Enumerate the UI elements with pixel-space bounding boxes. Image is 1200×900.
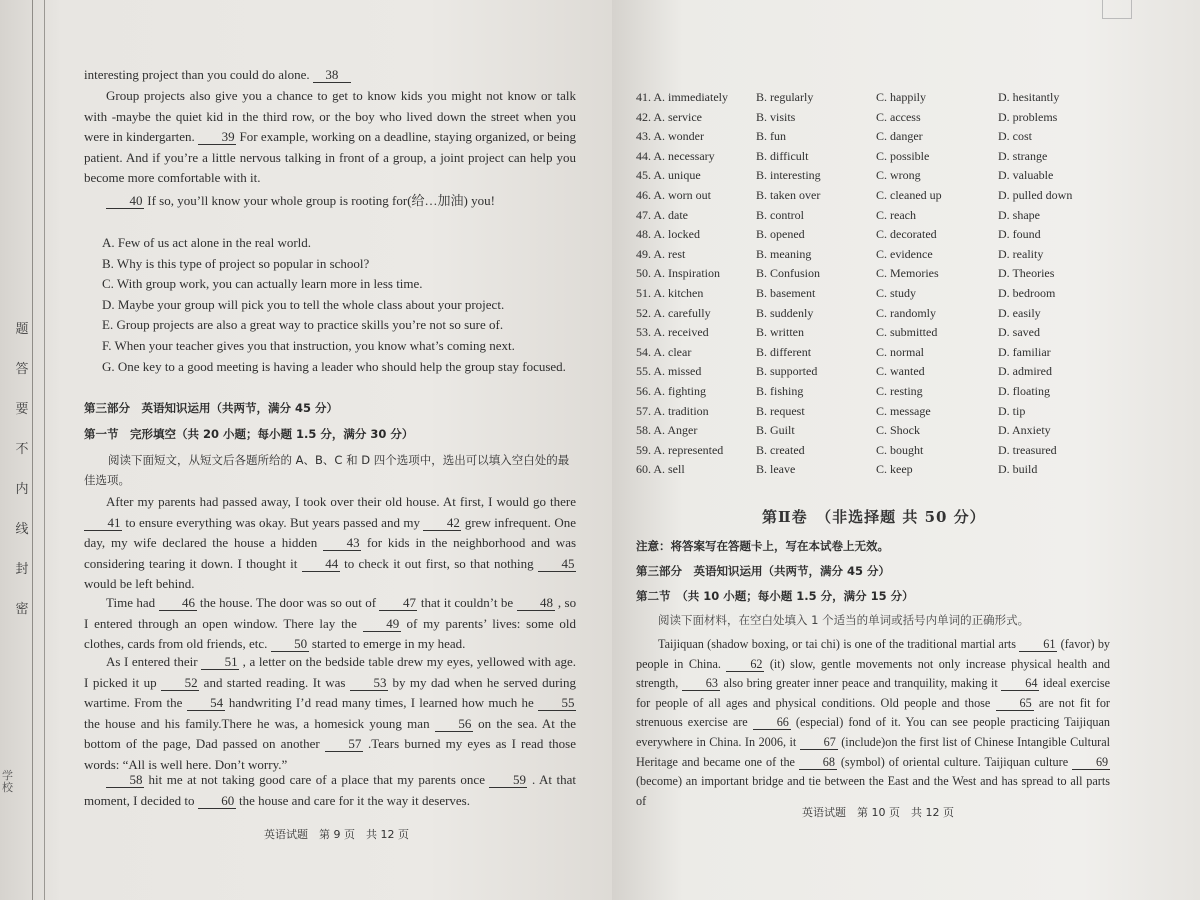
text: and started reading. It was bbox=[203, 674, 346, 690]
blank-61: 61 bbox=[1019, 637, 1057, 652]
choice-row bbox=[636, 90, 1096, 110]
choice-option-d: D. floating bbox=[998, 383, 1050, 398]
cloze-paragraph bbox=[84, 593, 576, 655]
blank-53: 53 bbox=[350, 676, 388, 691]
choice-row bbox=[636, 266, 1096, 286]
text: Time had bbox=[106, 595, 156, 610]
text: on the sea. At the bottom of the page, Dad passed on another bbox=[84, 715, 577, 751]
choice-option-c: C. resting bbox=[876, 383, 923, 398]
text: ideal exercise for people of all ages and physical conditions. Old people and those bbox=[636, 676, 1111, 710]
section2-instruction: 阅读下面材料，在空白处填入 1 个适当的单词或括号内单词的正确形式。 bbox=[658, 613, 1030, 627]
choice-option-b: B. fun bbox=[756, 129, 786, 144]
text: , so I entered through an open window. There lay the bbox=[84, 595, 577, 631]
choice-option-b: B. visits bbox=[756, 109, 796, 124]
choice-row bbox=[636, 384, 1096, 404]
text: started to emerge in my head. bbox=[311, 636, 466, 651]
choice-option-c: C. decorated bbox=[876, 227, 937, 242]
choice-option-a: 41. A. immediately bbox=[636, 90, 728, 104]
choice-option-c: C. bought bbox=[876, 442, 924, 457]
choice-row bbox=[636, 247, 1096, 267]
choice-option-d: D. Theories bbox=[998, 266, 1055, 281]
blank-49: 49 bbox=[363, 617, 401, 632]
choice-row bbox=[636, 345, 1096, 365]
choice-option-b: B. fishing bbox=[756, 383, 804, 398]
blank-69: 69 bbox=[1072, 755, 1110, 770]
blank-65: 65 bbox=[996, 696, 1034, 711]
text: also bring greater inner peace and tranquility, making it bbox=[723, 676, 998, 691]
choice-row bbox=[636, 188, 1096, 208]
corner-mark bbox=[1102, 0, 1132, 19]
passage-paragraph bbox=[84, 86, 576, 189]
blank-44: 44 bbox=[302, 557, 340, 572]
blank-46: 46 bbox=[159, 596, 197, 611]
binding-char: 线 bbox=[15, 522, 29, 537]
binding-margin bbox=[0, 0, 45, 900]
choice-row bbox=[636, 462, 1096, 482]
option-d: D. Maybe your group will pick you to tell the whole class about your project. bbox=[102, 296, 505, 312]
choice-option-d: D. tip bbox=[998, 403, 1026, 418]
choice-option-d: D. shape bbox=[998, 207, 1040, 222]
choice-option-a: 59. A. represented bbox=[636, 442, 724, 457]
cloze-paragraph bbox=[84, 492, 576, 595]
option-g: G. One key to a good meeting is having a leader who should help the group stay focused. bbox=[102, 358, 566, 374]
choice-option-c: C. Memories bbox=[876, 266, 939, 281]
choice-option-d: D. problems bbox=[998, 109, 1058, 124]
text: (become) an important bridge and tie between the East and the West and has spread to all parts of bbox=[636, 774, 1110, 808]
choice-option-a: 42. A. service bbox=[636, 109, 702, 124]
option-a: A. Few of us act alone in the real world. bbox=[102, 235, 312, 250]
choice-option-d: D. cost bbox=[998, 129, 1032, 144]
cloze-paragraph bbox=[84, 652, 576, 775]
text: Taijiquan (shadow boxing, or tai chi) is one of the traditional martial arts bbox=[658, 637, 1017, 651]
blank-62: 62 bbox=[726, 657, 764, 672]
choice-option-a: 57. A. tradition bbox=[636, 403, 709, 418]
blank-43: 43 bbox=[323, 536, 361, 551]
choice-option-d: D. strange bbox=[998, 148, 1048, 163]
blank-63: 63 bbox=[682, 676, 720, 691]
choice-option-a: 44. A. necessary bbox=[636, 148, 715, 163]
choice-option-b: B. basement bbox=[756, 285, 816, 300]
choice-option-d: D. hesitantly bbox=[998, 90, 1060, 104]
text: to ensure everything was okay. But years passed and my bbox=[125, 514, 420, 530]
choice-option-c: C. message bbox=[876, 403, 931, 418]
blank-67: 67 bbox=[800, 735, 838, 750]
blank-66: 66 bbox=[753, 715, 791, 730]
binding-char: 要 bbox=[15, 402, 29, 417]
text: to check it out first, so that nothing bbox=[344, 555, 534, 571]
blank-38: 38 bbox=[313, 68, 351, 83]
blank-47: 47 bbox=[379, 596, 417, 611]
choice-option-b: B. Guilt bbox=[756, 423, 795, 438]
blank-56: 56 bbox=[435, 717, 473, 732]
binding-text bbox=[14, 310, 30, 630]
blank-57: 57 bbox=[325, 737, 363, 752]
choice-row bbox=[636, 129, 1096, 149]
binding-char: 密 bbox=[15, 602, 29, 617]
choice-row bbox=[636, 227, 1096, 247]
choice-option-b: B. difficult bbox=[756, 148, 809, 163]
binding-line bbox=[32, 0, 33, 900]
choice-row bbox=[636, 443, 1096, 463]
blank-68: 68 bbox=[799, 755, 837, 770]
blank-42: 42 bbox=[423, 516, 461, 531]
grammar-fill-paragraph bbox=[636, 635, 1110, 811]
text: , a letter on the bedside table drew my eyes, yellowed with age. I picked it up bbox=[84, 654, 576, 690]
passage-paragraph bbox=[84, 191, 576, 212]
binding-corner-label: 学校 bbox=[2, 769, 13, 794]
choice-option-a: 43. A. wonder bbox=[636, 129, 704, 144]
choice-option-a: 48. A. locked bbox=[636, 227, 700, 242]
binding-char: 答 bbox=[15, 362, 29, 377]
choice-row bbox=[636, 404, 1096, 424]
choice-row bbox=[636, 208, 1096, 228]
text: interesting project than you could do alone. bbox=[84, 67, 310, 82]
text: (symbol) of oriental culture. Taijiquan culture bbox=[840, 754, 1069, 769]
choice-option-c: C. happily bbox=[876, 90, 926, 104]
choice-option-a: 50. A. Inspiration bbox=[636, 266, 720, 281]
binding-char: 封 bbox=[15, 562, 29, 577]
choice-option-c: C. cleaned up bbox=[876, 187, 942, 202]
choice-option-d: D. reality bbox=[998, 246, 1044, 261]
choice-option-d: D. pulled down bbox=[998, 187, 1073, 202]
binding-char: 不 bbox=[15, 442, 29, 457]
section1-heading: 第一节 完形填空（共 20 小题；每小题 1.5 分，满分 30 分） bbox=[84, 427, 414, 441]
choice-option-b: B. interesting bbox=[756, 168, 821, 183]
blank-50: 50 bbox=[271, 637, 309, 652]
text: for kids in the neighborhood and was considering tearing it down. I thought it bbox=[84, 535, 577, 571]
blank-54: 54 bbox=[187, 696, 225, 711]
blank-48: 48 bbox=[517, 596, 555, 611]
text: . At that moment, I decided to bbox=[84, 772, 577, 808]
choice-option-d: D. found bbox=[998, 227, 1041, 242]
choice-option-b: B. created bbox=[756, 442, 805, 457]
text: would be left behind. bbox=[84, 576, 195, 591]
choice-option-a: 53. A. received bbox=[636, 325, 709, 340]
choice-option-b: B. opened bbox=[756, 227, 805, 242]
text: are not fit for strenuous exercise are bbox=[636, 695, 1110, 730]
choice-option-a: 56. A. fighting bbox=[636, 383, 707, 398]
option-e: E. Group projects are also a great way to practice skills you’re not so sure of. bbox=[102, 317, 504, 333]
choice-row bbox=[636, 423, 1096, 443]
choice-option-a: 58. A. Anger bbox=[636, 423, 698, 438]
choice-option-a: 52. A. carefully bbox=[636, 305, 711, 320]
text: grew infrequent. One day, my wife declared the house a hidden bbox=[84, 514, 577, 550]
choice-option-a: 47. A. date bbox=[636, 207, 688, 222]
choice-row bbox=[636, 149, 1096, 169]
blank-40: 40 bbox=[106, 194, 144, 209]
choice-option-d: D. treasured bbox=[998, 442, 1057, 457]
blank-60: 60 bbox=[198, 794, 236, 809]
choice-option-d: D. admired bbox=[998, 364, 1052, 379]
part3-heading: 第三部分 英语知识运用（共两节，满分 45 分） bbox=[636, 564, 891, 578]
choice-row bbox=[636, 325, 1096, 345]
part3-heading: 第三部分 英语知识运用（共两节，满分 45 分） bbox=[84, 401, 339, 415]
volume-title: 第Ⅱ卷 （非选择题 共 50 分） bbox=[762, 508, 986, 526]
section2-heading: 第二节 （共 10 小题；每小题 1.5 分，满分 15 分） bbox=[636, 589, 914, 603]
text: As I entered their bbox=[106, 654, 198, 669]
choice-option-a: 60. A. sell bbox=[636, 462, 685, 477]
option-b: B. Why is this type of project so popular in school? bbox=[102, 255, 370, 271]
choice-option-b: B. leave bbox=[756, 462, 796, 477]
choice-row bbox=[636, 306, 1096, 326]
text: (it) slow, gentle movements not only increase physical health and strength, bbox=[636, 656, 1111, 691]
choice-option-b: B. different bbox=[756, 344, 812, 359]
text: by my dad when he served during wartime. From the bbox=[84, 674, 577, 710]
choice-option-b: B. meaning bbox=[756, 246, 812, 261]
text: (include)on the first list of Chinese Intangible Cultural Heritage and became one of the bbox=[636, 734, 1111, 769]
text: (especial) fond of it. You can see people practicing Taijiquan everywhere in China. In 2006, it bbox=[636, 715, 1111, 749]
blank-41: 41 bbox=[84, 516, 122, 531]
choice-option-d: D. bedroom bbox=[998, 285, 1056, 300]
binding-char: 题 bbox=[15, 322, 29, 337]
text: the house. The door was so out of bbox=[199, 595, 377, 610]
text: If so, you’ll know your whole group is rooting for(给…加油) you! bbox=[147, 193, 495, 208]
choice-row bbox=[636, 168, 1096, 188]
choice-option-c: C. keep bbox=[876, 462, 913, 477]
blank-59: 59 bbox=[489, 773, 527, 788]
choice-option-d: D. valuable bbox=[998, 168, 1054, 183]
choice-option-c: C. possible bbox=[876, 148, 930, 163]
text: .Tears burned my eyes as I read those words: “All is well here. Don’t worry.” bbox=[84, 736, 577, 772]
choice-row bbox=[636, 286, 1096, 306]
blank-51: 51 bbox=[201, 655, 239, 670]
choice-option-b: B. suddenly bbox=[756, 305, 814, 320]
text: of my parents’ lives: some old clothes, cards from old friends, etc. bbox=[84, 615, 577, 651]
choice-option-b: B. written bbox=[756, 325, 804, 340]
choice-option-b: B. supported bbox=[756, 364, 818, 379]
page-footer: 英语试题 第 9 页 共 12 页 bbox=[264, 828, 409, 841]
text: that it couldn’t be bbox=[420, 595, 514, 610]
choice-option-a: 55. A. missed bbox=[636, 364, 702, 379]
choice-option-d: D. build bbox=[998, 462, 1038, 477]
choice-option-d: D. Anxiety bbox=[998, 423, 1051, 438]
choice-option-d: D. saved bbox=[998, 325, 1040, 340]
blank-64: 64 bbox=[1001, 676, 1039, 691]
text: the house and his family.There he was, a homesick young man bbox=[84, 715, 430, 731]
cloze-paragraph bbox=[84, 770, 576, 811]
choice-option-b: B. request bbox=[756, 403, 805, 418]
choice-option-c: C. reach bbox=[876, 207, 916, 222]
choice-option-c: C. randomly bbox=[876, 305, 936, 320]
option-f: F. When your teacher gives you that instruction, you know what’s coming next. bbox=[102, 337, 515, 353]
text: handwriting I’d read many times, I learned how much he bbox=[228, 695, 534, 710]
choice-option-c: C. Shock bbox=[876, 423, 921, 438]
page-footer: 英语试题 第 10 页 共 12 页 bbox=[802, 806, 954, 819]
choice-option-a: 49. A. rest bbox=[636, 246, 686, 261]
text: the house and care for it the way it deserves. bbox=[238, 792, 470, 808]
choice-option-a: 45. A. unique bbox=[636, 168, 701, 183]
choice-option-a: 46. A. worn out bbox=[636, 187, 711, 202]
passage-paragraph bbox=[84, 65, 576, 86]
choice-option-b: B. taken over bbox=[756, 187, 821, 202]
text: (favor) by people in China. bbox=[636, 637, 1111, 671]
section1-instruction: 阅读下面短文，从短文后各题所给的 A、B、C 和 D 四个选项中，选出可以填入空白处的最佳选项。 bbox=[84, 453, 570, 487]
choice-option-b: B. control bbox=[756, 207, 804, 222]
option-c: C. With group work, you can actually learn more in less time. bbox=[102, 276, 423, 292]
choice-option-c: C. wrong bbox=[876, 168, 921, 183]
choice-option-a: 54. A. clear bbox=[636, 344, 692, 359]
blank-58: 58 bbox=[106, 773, 144, 788]
choice-option-c: C. danger bbox=[876, 129, 923, 144]
choice-option-d: D. easily bbox=[998, 305, 1041, 320]
choice-option-c: C. normal bbox=[876, 344, 924, 359]
choice-option-c: C. submitted bbox=[876, 325, 938, 340]
choice-option-c: C. access bbox=[876, 109, 921, 124]
choice-option-c: C. evidence bbox=[876, 246, 933, 261]
blank-39: 39 bbox=[198, 130, 236, 145]
choice-option-d: D. familiar bbox=[998, 344, 1051, 359]
answer-options-list bbox=[102, 233, 572, 377]
choice-row bbox=[636, 364, 1096, 384]
binding-char: 内 bbox=[15, 482, 29, 497]
choice-option-a: 51. A. kitchen bbox=[636, 285, 704, 300]
text: Group projects also give you a chance to get to know kids you might not know or talk with -maybe the quiet kid in the third row, or the boy who lived down the street when you were in kindergarten. bbox=[84, 88, 576, 144]
choice-option-c: C. study bbox=[876, 285, 917, 300]
choice-option-c: C. wanted bbox=[876, 364, 925, 379]
answer-note: 注意：将答案写在答题卡上，写在本试卷上无效。 bbox=[636, 539, 889, 553]
text: For example, working on a deadline, staying organized, or being patient. And if you’re a little nervous talking in front of a group, a joint project can help you become more comfortable with it. bbox=[84, 129, 576, 185]
choice-option-b: B. regularly bbox=[756, 90, 814, 104]
text: hit me at not taking good care of a place that my parents once bbox=[148, 772, 485, 787]
choice-row bbox=[636, 110, 1096, 130]
blank-52: 52 bbox=[161, 676, 199, 691]
cloze-choices-grid bbox=[636, 90, 1096, 482]
choice-option-b: B. Confusion bbox=[756, 266, 821, 281]
blank-55: 55 bbox=[538, 696, 576, 711]
blank-45: 45 bbox=[538, 557, 576, 572]
text: After my parents had passed away, I took over their old house. At first, I would go there bbox=[106, 494, 576, 509]
